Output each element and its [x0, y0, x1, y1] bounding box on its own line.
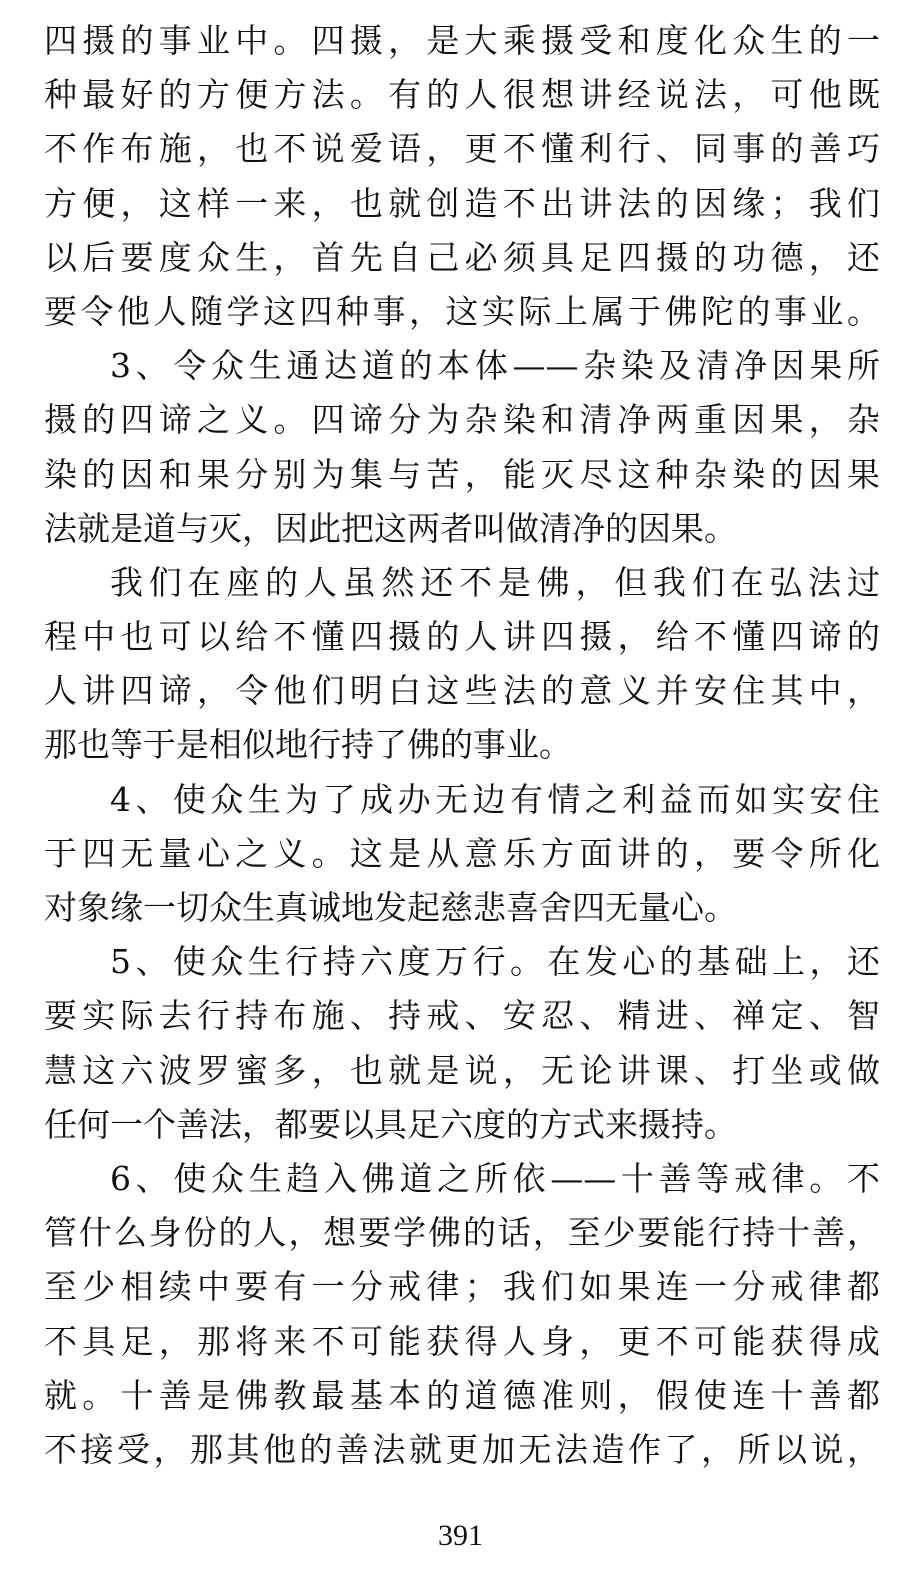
- text-line: 不具足，那将来不可能获得人身，更不可能获得成: [44, 1321, 880, 1361]
- text-line: 摄的四谛之义。四谛分为杂染和清净两重因果，杂: [44, 400, 880, 440]
- text-line: 至少相续中要有一分戒律；我们如果连一分戒律都: [44, 1267, 880, 1307]
- text-line: 程中也可以给不懂四摄的人讲四摄，给不懂四谛的: [44, 617, 880, 657]
- text-line: 那也等于是相似地行持了佛的事业。: [44, 725, 572, 765]
- text-line: 对象缘一切众生真诚地发起慈悲喜舍四无量心。: [44, 888, 737, 927]
- body-text: [44, 14, 880, 1477]
- text-line: 四摄的事业中。四摄，是大乘摄受和度化众生的一: [44, 21, 880, 60]
- text-line: 于四无量心之义。这是从意乐方面讲的，要令所化: [44, 833, 880, 873]
- text-line: 管什么身份的人，想要学佛的话，至少要能行持十善，: [44, 1213, 880, 1253]
- text-line: 方便，这样一来，也就创造不出讲法的因缘；我们: [44, 183, 880, 223]
- text-line: 法就是道与灭，因此把这两者叫做清净的因果。: [44, 508, 737, 548]
- text-line: 不接受，那其他的善法就更加无法造作了，所以说，: [44, 1429, 880, 1469]
- text-line: 种最好的方便方法。有的人很想讲经说法，可他既: [44, 75, 880, 115]
- text-line: 4、使众生为了成办无边有情之利益而如实安住: [110, 779, 880, 819]
- text-line: 慧这六波罗蜜多，也就是说，无论讲课、打坐或做: [44, 1050, 880, 1090]
- text-line: 要实际去行持布施、持戒、安忍、精进、禅定、智: [44, 996, 880, 1036]
- text-line: 我们在座的人虽然还不是佛，但我们在弘法过: [110, 562, 880, 602]
- text-line: 染的因和果分别为集与苦，能灭尽这种杂染的因果: [44, 454, 880, 494]
- text-line: 不作布施，也不说爱语，更不懂利行、同事的善巧: [44, 129, 880, 169]
- text-line: 3、令众生通达道的本体——杂染及清净因果所: [110, 346, 880, 386]
- text-line: 人讲四谛，令他们明白这些法的意义并安住其中，: [44, 671, 880, 711]
- text-line: 6、使众生趋入佛道之所依——十善等戒律。不: [110, 1158, 880, 1198]
- text-line: 就。十善是佛教最基本的道德准则，假使连十善都: [44, 1375, 880, 1415]
- text-line: 任何一个善法，都要以具足六度的方式来摄持。: [44, 1104, 737, 1144]
- page-number: 391: [438, 1519, 483, 1552]
- text-line: 要令他人随学这四种事，这实际上属于佛陀的事业。: [44, 291, 880, 331]
- text-line: 5、使众生行持六度万行。在发心的基础上，还: [110, 942, 880, 982]
- text-line: 以后要度众生，首先自己必须具足四摄的功德，还: [44, 237, 880, 277]
